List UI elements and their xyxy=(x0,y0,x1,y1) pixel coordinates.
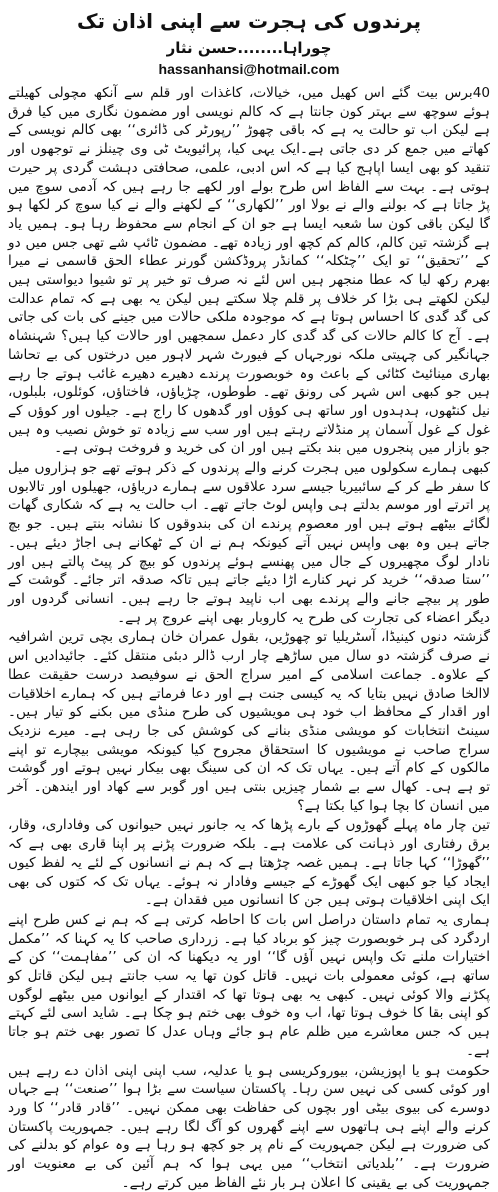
article-paragraph-1: 40برس بیت گئے اس کھیل میں، خیالات، کاغذات اور قلم سے آنکھ مچولی کھیلتے ہوئے سوچھ سے بہتر کون جانتا ہے کہ کالم نویسی اور مضمون نگاری میں کیا فرق ہے لیکن اب تو حالت یہ ہے کہ باقی چھوڑ ’’رپورٹر کی ڈائری‘‘ بھی کالم نویسی کے کھاتے میں جمع کر دی جاتی ہے۔ایک یہی کیا، پرائیویٹ ٹی وی چینلز نے توجھوں اور تنقید کو بھی ایسا اپاہج کیا ہے کہ اس ادبی، علمی، صحافتی دہشت گردی پر حیرت ہوتی ہے۔ بہت سے الفاظ اس طرح بولے اور لکھے جا رہے ہیں کہ آدمی سوچ میں پڑ جاتا ہے کہ بولنے والے نے بولا اور ’’لکھاری‘‘ کے لکھنے والے نے کیا سوچ کر لکھا ہو گا لیکن باقی کون سا شعبہ ایسا ہے جو ان کے انجام سے محفوظ رہا ہو۔ ہمیں یاد ہے گزشتہ تین کالم، کالم کم کچھ اور زیادہ تھے۔ مضمون ٹائپ شے تھی جس میں دو کے ’’تحقیق‘‘ تو ایک ’’چٹکلہ‘‘ کمانڈر پروڈکشن گورنر عطاء الحق قاسمی نے میرا بھرم رکھ لیا کہ عطا منجھر ہیں اس لئے نہ صرف تو خیر پر تو شیوا دیواستی ہیں لیکن لکھتے ہی بڑا کر خلاف پر قلم چلا سکتے ہیں لیکن یہ بھی ہے کہ تمام عدالت کی گد گدی کا احساس ہوتا ہے کہ موجودہ ملکی حالات میں جینے کی بات کی جاتی ہے۔ آج کا کالم حالات کی گد گدی کار دعمل سمجھیں اور حالات کیا ہیں؟ شہنشاہ جہانگیر کی چہیتی ملکہ نورجہاں کے فیورٹ شہر لاہور میں درختوں کی بے تحاشا بھاری مینائیٹ کٹائی کے باعث وہ خوبصورت پرندے دھیرے دھیرے غائب ہوتے جا رہے ہیں جو کبھی اس شہر کی رونق تھے۔ طوطوں، چڑیاؤں، فاختاؤں، کوئلوں، بلبلوں، نیل کنٹھوں، ہدہدوں اور ساتھ ہی کوؤں اور گدھوں کا راج ہے۔ جیلوں اور کوؤں کے غول کے غول آسمان پر منڈلاتے رہتے ہیں اور سب سے زیادہ تو خوش نصیب وہ ہیں جو بازار میں پنجروں میں بند بکتے ہیں اور ان کی خرید و فروخت ہوتی ہے۔ xyxy=(8,85,490,457)
column-byline: چوراہا........حسن نثار xyxy=(166,39,332,57)
column-title: پرندوں کی ہجرت سے اپنی اذان تک xyxy=(76,9,421,33)
article-paragraph-3: گزشتہ دنوں کینیڈا، آسٹریلیا تو چھوڑیں، بقول عمران خان ہماری بچی ترین اشرافیہ نے صرف گزشتہ دو سال میں ساڑھے چار ارب ڈالر دبئی منتقل کئے۔ جائیدادیں اس کے علاوہ۔ جماعت اسلامی کے امیر سراج الحق نے سوفیصد درست حقیقت عطا لاالخا صادق نہیں بتایا کہ یہ کیسی جنت ہے اور دعا فرماتے ہیں کہ ہمارے اخلاقیات اور اقدار کے محافظ اب خود ہی مویشیوں کی طرح منڈی میں بکنے کو تیار ہیں۔ سینٹ انتخابات کو مویشی منڈی بنانے کی کوشش کی جا رہی ہے۔ میرے نزدیک سراج صاحب نے مویشیوں کا استحقاق مجروح کیا کیونکہ مویشی بیچارے تو اپنے مالکوں کے کام آتے ہیں۔ یہاں تک کہ ان کی سینگ بھی بیکار نہیں ہوتے اور گوشت تو ہے ہی۔ کھال سے بے شمار چیزیں بنتی ہیں اور گوبر سے کھاد اور ایندھن۔ آخر میں انسان کا بچا ہوا کیا بکتا ہے؟ xyxy=(8,629,490,814)
article-paragraph-4: تین چار ماہ پہلے گھوڑوں کے بارے پڑھا کہ یہ جانور نہیں حیوانوں کی وفاداری، وقار، برق رفتاری اور ذہانت کی علامت ہے۔ بلکہ ضرورت پڑنے پر اپنا قاری بھی ہے کہ ’’گھوڑا‘‘ کہا جاتا ہے۔ ہمیں غصہ چڑھتا ہے کہ ہم نے انسانوں کے لئے یہ لفظ کیوں ایجاد کیا جو کبھی ایک گھوڑے کے جیسے وفادار نہ ہوئے۔ یہاں تک کہ کتوں کی بھی ایک اپنی اخلاقیات ہوتی ہیں جن کا انسانوں میں فقدان ہے۔ xyxy=(8,817,490,909)
article-body xyxy=(8,84,490,1192)
article-paragraph-5: ہماری یہ تمام داستان دراصل اس بات کا احاطہ کرتی ہے کہ ہم نے کس طرح اپنے اردگرد کی ہر خوبصورت چیز کو برباد کیا ہے۔ زرداری صاحب کا یہ کہنا کہ ’’مکمل اختیارات ملنے تک واپس نہیں آؤں گا‘‘ اور یہ دیکھنا کہ ان کی ’’مفاہمت‘‘ کن کے ساتھ ہے، کوئی معمولی بات نہیں۔ قاتل کون تھا یہ سب جانتے ہیں لیکن قاتل کو پکڑنے والا کوئی نہیں۔ کبھی یہ بھی ہوتا تھا کہ اقتدار کے ایوانوں میں بیٹھے لوگوں کو اپنی بقا کا خوف ہوتا تھا، اب وہ خوف بھی ختم ہو چکا ہے۔ شاید اسی لئے کہتے ہیں کہ جس معاشرے میں ظلم عام ہو جائے وہاں عدل کا تصور بھی ختم ہو جاتا ہے۔ xyxy=(8,911,490,1059)
article-paragraph-6: حکومت ہو یا اپوزیشن، بیوروکریسی ہو یا عدلیہ، سب اپنی اپنی اذان دے رہے ہیں اور کوئی کسی کی نہیں سن رہا۔ پاکستان سیاست سے بڑا ہوا ’’صنعت‘‘ ہے جہاں دوسرے کی بیوی بیٹی اور بچوں کی حفاظت بھی ممکن نہیں۔ ’’قادر قادر‘‘ کا ورد کرنے والے اپنے ہی ہاتھوں سے اپنے گھروں کو آگ لگا رہے ہیں۔ جمہوریت پاکستان کی ضرورت ہے لیکن جمہوریت کے نام پر جو کچھ ہو رہا ہے وہ عوام کو بدلنے کی ضرورت ہے۔ ’’بلدیاتی انتخاب‘‘ میں یہی ہوا کہ ہم آئین کی بے معنویت اور جمہوریت کی بے یقینی کا اعلان ہر بار نئے الفاظ میں کرتے رہے۔ xyxy=(8,1062,490,1191)
author-email: hassanhansi@hotmail.com xyxy=(158,61,340,77)
article-paragraph-2: کبھی ہمارے سکولوں میں ہجرت کرنے والے پرندوں کے ذکر ہوتے تھے جو ہزاروں میل کا سفر طے کر کے سائبیریا جیسے سرد علاقوں سے ہمارے دریاؤں، جھیلوں اور تالابوں پر اترتے اور موسم بدلتے ہی واپس لوٹ جاتے تھے۔ اب حالت یہ ہے کہ شکاری گھات لگائے بیٹھے ہوتے ہیں اور معصوم پرندے ان کی بندوقوں کا نشانہ بنتے ہیں۔ جو بچ جاتے ہیں وہ بھی واپس نہیں آتے کیونکہ ہم نے ان کے ٹھکانے ہی اجاڑ دیئے ہیں۔ نادار لوگ مچھیروں کے جال میں پھنسے ہوئے پرندوں کو بیچ کر پیٹ پالتے ہیں اور ’’ستا صدقہ‘‘ خرید کر نہر کنارے اڑا دیئے جاتے ہیں تاکہ صدقہ اتر جائے۔ گوشت کے طور پر بیچے جانے والے پرندے بھی اب ناپید ہوتے جا رہے ہیں۔ انسانی گردوں اور دیگر اعضاء کی تجارت کی طرح یہ کاروبار بھی اپنے عروج پر ہے۔ xyxy=(8,460,490,626)
column-header xyxy=(8,8,490,78)
